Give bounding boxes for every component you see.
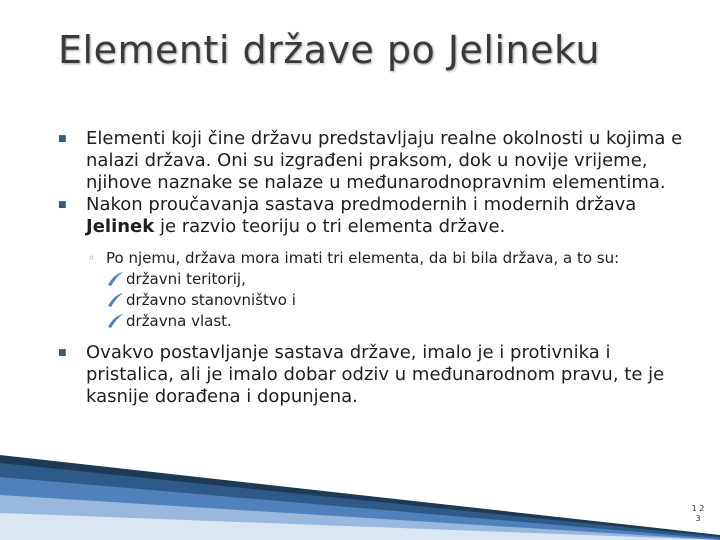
list-item	[106, 269, 698, 290]
page-number-line2: 3	[695, 514, 701, 523]
bullet-item-3	[58, 342, 698, 408]
swoosh-bullet-icon	[106, 271, 124, 287]
page-number	[690, 504, 706, 524]
circle-bullet-icon: ◦	[88, 251, 96, 265]
swoosh-bullet-icon	[106, 313, 124, 329]
bullet-text-3: Ovakvo postavljanje sastava države, imalo je i protivnika i pristalica, ali je imalo dobar odziv u međunarodnom pravu, te je kasnije dorađena i dopunjena.	[86, 342, 665, 407]
decorative-bottom-strip	[0, 455, 720, 540]
swoosh-bullet-icon	[106, 292, 124, 308]
list-item-text: državni teritorij,	[126, 270, 246, 288]
bullet-text-2b: je razvio teoriju o tri elementa države.	[154, 216, 506, 237]
square-bullet-icon: ■	[58, 200, 67, 210]
sub-bullet-text: Po njemu, država mora imati tri elementa, da bi bila država, a to su:	[106, 249, 620, 267]
sub-bullet-item	[86, 248, 698, 332]
square-bullet-icon: ■	[58, 134, 67, 144]
list-item	[106, 311, 698, 332]
square-bullet-icon: ■	[58, 348, 67, 358]
slide-title: Elementi države po Jelineku	[58, 28, 600, 72]
slide-content	[58, 128, 698, 408]
bullet-text-2a: Nakon proučavanja sastava predmodernih i modernih država	[86, 194, 637, 215]
bullet-text-2-bold: Jelinek	[86, 216, 155, 237]
list-item	[106, 290, 698, 311]
bullet-item-1	[58, 128, 698, 194]
bullet-text-1: Elementi koji čine državu predstavljaju realne okolnosti u kojima e nalazi država. Oni su izgrađeni praksom, dok u novije vrijeme, njihove naznake se nalaze u međunarodnopravnim elementima.	[86, 128, 683, 193]
list-item-text: državno stanovništvo i	[126, 291, 296, 309]
list-item-text: državna vlast.	[126, 312, 232, 330]
page-number-line1: 1 2	[691, 504, 705, 513]
bullet-item-2	[58, 194, 698, 238]
